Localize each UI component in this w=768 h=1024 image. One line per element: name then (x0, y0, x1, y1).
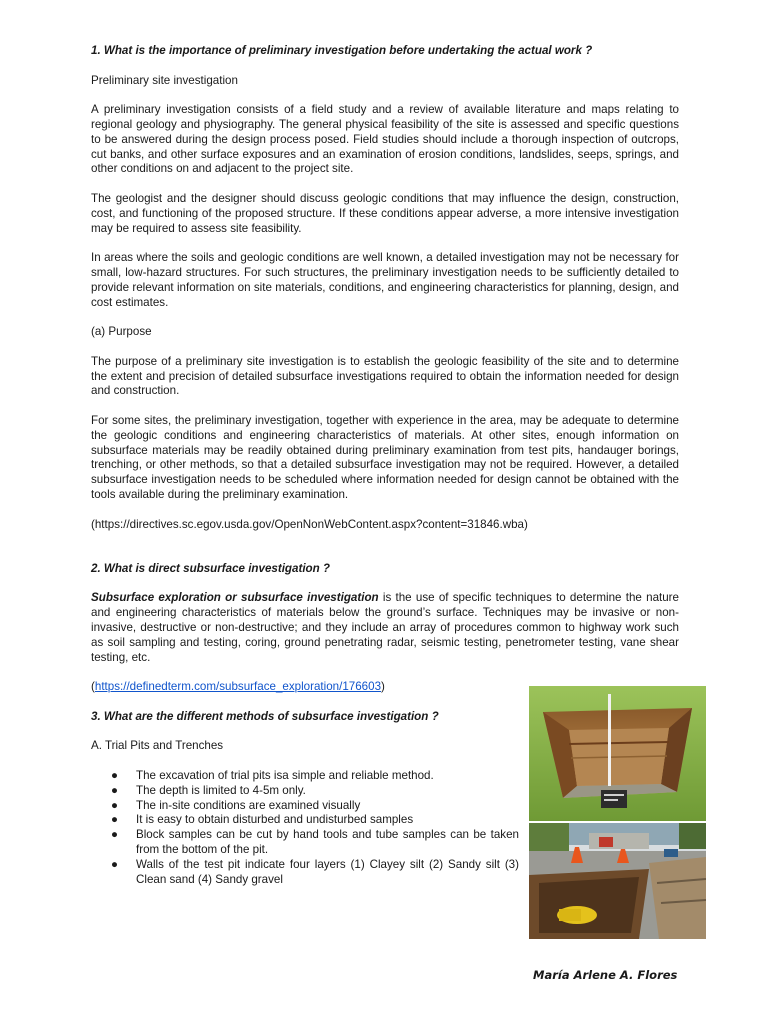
source-citation: (https://directives.sc.egov.usda.gov/OpenNonWebContent.aspx?content=31846.wba) (91, 517, 528, 531)
bullet-icon: ● (111, 857, 119, 871)
defined-term: Subsurface exploration or subsurface investigation (91, 591, 379, 605)
source-citation-2 (91, 680, 519, 695)
paragraph: The purpose of a preliminary site investigation is to establish the geologic feasibility of the site and to determine the extent and precision of detailed subsurface investigations required to obtain the information needed for design and construction. (91, 354, 679, 398)
list-item-text: Block samples can be cut by hand tools and tube samples can be taken from the bottom of the pit. (136, 828, 519, 857)
paragraph: For some sites, the preliminary investigation, together with experience in the area, may be adequate to determine the geologic conditions and engineering characteristics of materials. At other sites, enough information on subsurface materials may be readily obtained during preliminary examination from test pits, handauger borings, trenching, or other methods, so that a detailed subsurface investigation may not be required. However, a detailed subsurface investigation needs to be scheduled where information needed for design cannot be obtained with the tools available during the preliminary examination. (91, 413, 679, 501)
trial-pit-photo (529, 686, 706, 821)
list-item-text: The depth is limited to 4-5m only. (136, 783, 306, 797)
list-item (91, 858, 519, 888)
list-item (91, 799, 519, 814)
definition-text: is the use of specific techniques to determine the nature and engineering characteristics of materials below the ground’s surface. Techniques may be invasive or non-invasive, destructive or non-destructive; and they include an array of procedures common to highway work such as soil sampling and testing, coring, ground penetrating radar, seismic testing, penetrometer testing, vane shear testing, etc. (91, 591, 679, 664)
list-item (91, 784, 519, 799)
bullet-icon: ● (111, 813, 119, 827)
question-1: 1. What is the importance of preliminary investigation before undertaking the actual work ? (91, 44, 593, 57)
bullet-list (91, 769, 519, 887)
question-3: 3. What are the different methods of subsurface investigation ? (91, 709, 439, 723)
preliminary-heading: Preliminary site investigation (91, 73, 238, 87)
bullet-icon: ● (111, 798, 119, 812)
bullet-icon: ● (111, 783, 119, 797)
list-item-text: It is easy to obtain disturbed and undisturbed samples (136, 813, 414, 827)
author-signature: María Arlene A. Flores (533, 968, 678, 982)
bullet-icon: ● (111, 769, 119, 783)
source-link[interactable]: https://definedterm.com/subsurface_exploration/176603 (94, 680, 382, 694)
list-item (91, 813, 519, 828)
list-item (91, 769, 519, 784)
paragraph: A preliminary investigation consists of a field study and a review of available literature and maps relating to regional geology and physiography. The general physical feasibility of the site is assessed and specific questions to be answered during the design process posed. Field studies should include a thorough inspection of outcrops, cut banks, and other surface exposures and an examination of erosion conditions, landslides, seeps, springs, and other conditions on and adjacent to the project site. (91, 103, 679, 176)
paren-open: ( (91, 680, 95, 694)
list-item-text: The excavation of trial pits isa simple and reliable method. (136, 769, 434, 783)
paragraph: The geologist and the designer should discuss geologic conditions that may influence the design, construction, cost, and functioning of the proposed structure. If these conditions appear adverse, a more intensive investigation may be required to assess site feasibility. (91, 191, 679, 235)
method-heading: A. Trial Pits and Trenches (91, 739, 224, 753)
list-item (91, 828, 519, 858)
paragraph: In areas where the soils and geologic conditions are well known, a detailed investigation may not be necessary for small, low-hazard structures. For such structures, the preliminary investigation needs to be sufficiently detailed to provide relevant information on site materials, conditions, and engineering characteristics for planning, design, and cost estimates. (91, 251, 679, 309)
list-item-text: Walls of the test pit indicate four layers (1) Clayey silt (2) Sandy silt (3) Clean sand (4) Sandy gravel (136, 857, 519, 886)
bullet-icon: ● (111, 828, 119, 842)
definition-paragraph (91, 591, 679, 665)
list-item-text: The in-site conditions are examined visually (136, 798, 361, 812)
paren-close: ) (381, 680, 385, 694)
purpose-heading: (a) Purpose (91, 325, 152, 339)
trench-photo (529, 823, 706, 939)
question-2: 2. What is direct subsurface investigation ? (91, 561, 331, 575)
